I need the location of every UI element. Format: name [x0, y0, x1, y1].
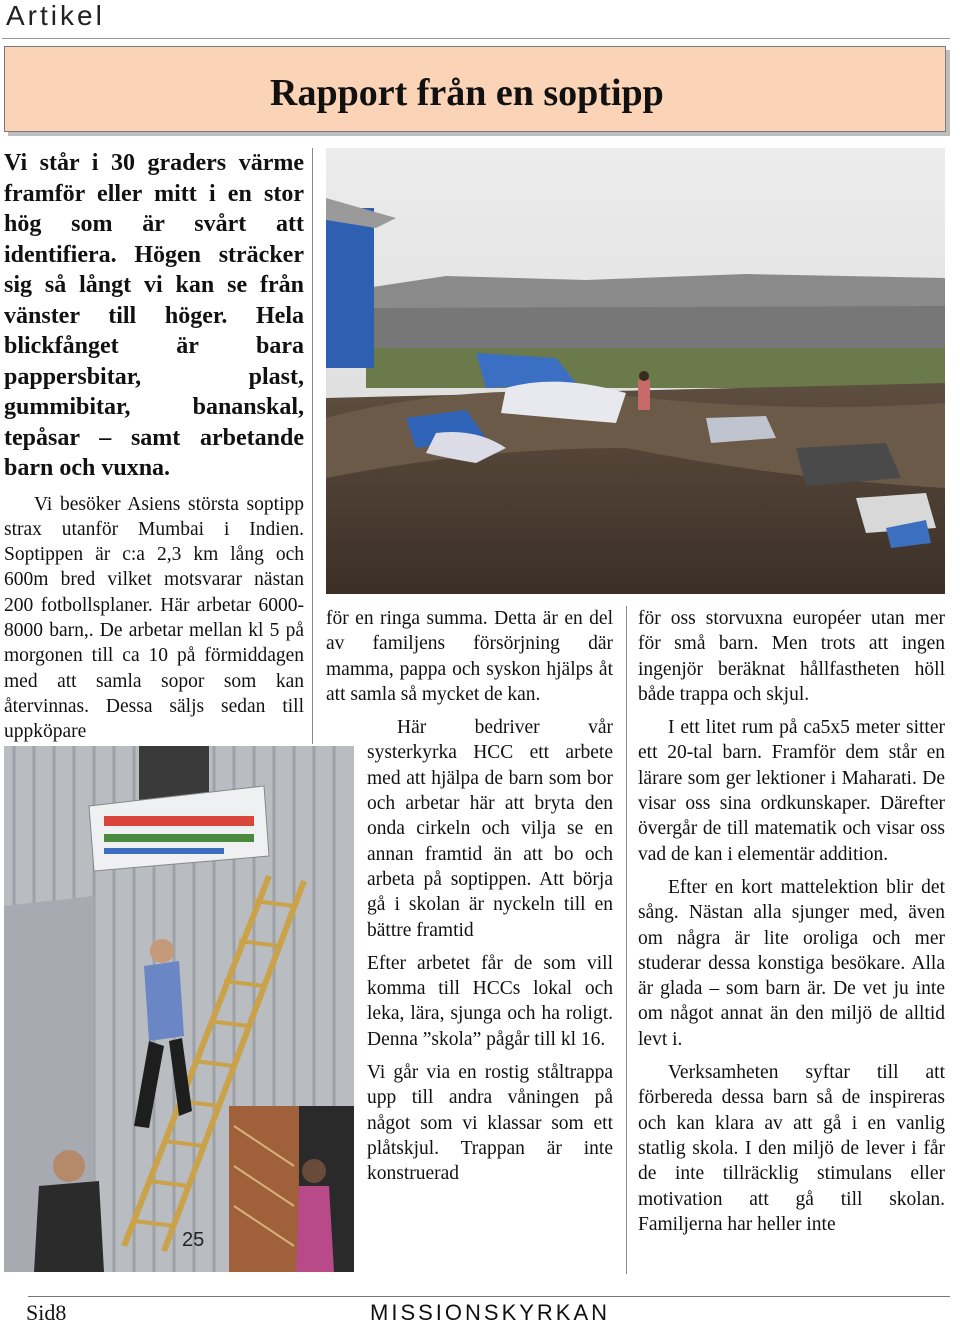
- col2-paragraph-3: Vi går via en rostig ståltrappa upp till andra våningen på något som vi klassar som ett plåtskjul. Trappan är inte konstruerad: [367, 1062, 613, 1185]
- col3-paragraph-0: för oss storvuxna européer utan mer för små barn. Men trots att ingen ingenjör beräknat hållfastheten höll både trappa och skjul.: [638, 608, 945, 705]
- shed-sign-number: 25: [182, 1229, 205, 1251]
- column-divider-1: [312, 148, 313, 744]
- title-banner: [4, 46, 946, 132]
- landfill-photo: [326, 148, 945, 594]
- column-3: [638, 606, 945, 1237]
- top-rule: [2, 38, 950, 39]
- col2-paragraph-0: för en ringa summa. Detta är en del av familjens försörjning där mamma, pappa och syskon hjälps åt att samla så mycket de kan.: [326, 608, 613, 705]
- col3-paragraph-2: Efter en kort mattelektion blir det sång. Nästan alla sjunger med, även om några är lite oroliga och mer studerar dessa konstiga besökare. Alla är glada – som barn är. De vet ju inte om något annat än den miljö de alltid levt i.: [638, 876, 945, 1050]
- shed-ladder-photo: [4, 746, 354, 1272]
- bottom-rule: [28, 1296, 950, 1297]
- col3-paragraph-3: Verksamheten syftar till att förbereda dessa barn så de inspireras och kan klara av att gå i en vanlig statlig skola. I den miljö de lever i får de inte tillräcklig stimulans eller motivation att gå till skolan. Familjerna har heller inte: [638, 1062, 945, 1235]
- col1-paragraph-1: Vi besöker Asiens största soptipp strax utanför Mumbai i Indien. Soptippen är c:a 2,3 km lång och 600m bred vilket motsvarar nästan 200 fotbollsplaner. Här arbetar 6000-8000 barn,. De arbetar mellan kl 5 på morgonen till ca 10 på förmiddagen med att samla sopor som kan återvinnas. Dessa säljs sedan till uppköpare: [4, 493, 304, 743]
- magazine-name: MISSIONSKYRKAN: [370, 1300, 611, 1325]
- column-2: [326, 606, 613, 1187]
- section-label: Artikel: [6, 0, 105, 31]
- intro-paragraph: Vi står i 30 graders värme framför eller mitt i en stor hög som är svårt att identifiera. Högen sträcker sig så långt vi kan se från vänster till höger. Hela blickfånget är bara pappersbitar, plast, gummibitar, bananskal, tepåsar – samt arbetande barn och vuxna.: [4, 150, 304, 481]
- article-title: Rapport från en soptipp: [270, 72, 664, 114]
- col2-paragraph-1: Här bedriver vår systerkyrka HCC ett arbete med att hjälpa de barn som bor och arbetar här att bryta den onda cirkeln och vilja se en annan framtid än att bo och arbeta på soptippen. Att börja gå i skolan är nyckeln till en bättre framtid: [367, 717, 613, 941]
- column-1: [4, 148, 304, 744]
- col2-paragraph-2: Efter arbetet får de som vill komma till HCCs lokal och leka, lära, sjunga och ha roligt. Denna ”skola” pågår till kl 16.: [367, 952, 613, 1050]
- page-number: Sid8: [26, 1300, 67, 1325]
- col3-paragraph-1: I ett litet rum på ca5x5 meter sitter ett 20-tal barn. Framför dem står en lärare som ger lektioner i Maharati. De visar oss sina ordkunskaper. Därefter övergår de till matematik och visar oss vad de kan i elementär addition.: [638, 717, 945, 865]
- col2-inner: [326, 715, 613, 1186]
- column-divider-2: [626, 606, 627, 1274]
